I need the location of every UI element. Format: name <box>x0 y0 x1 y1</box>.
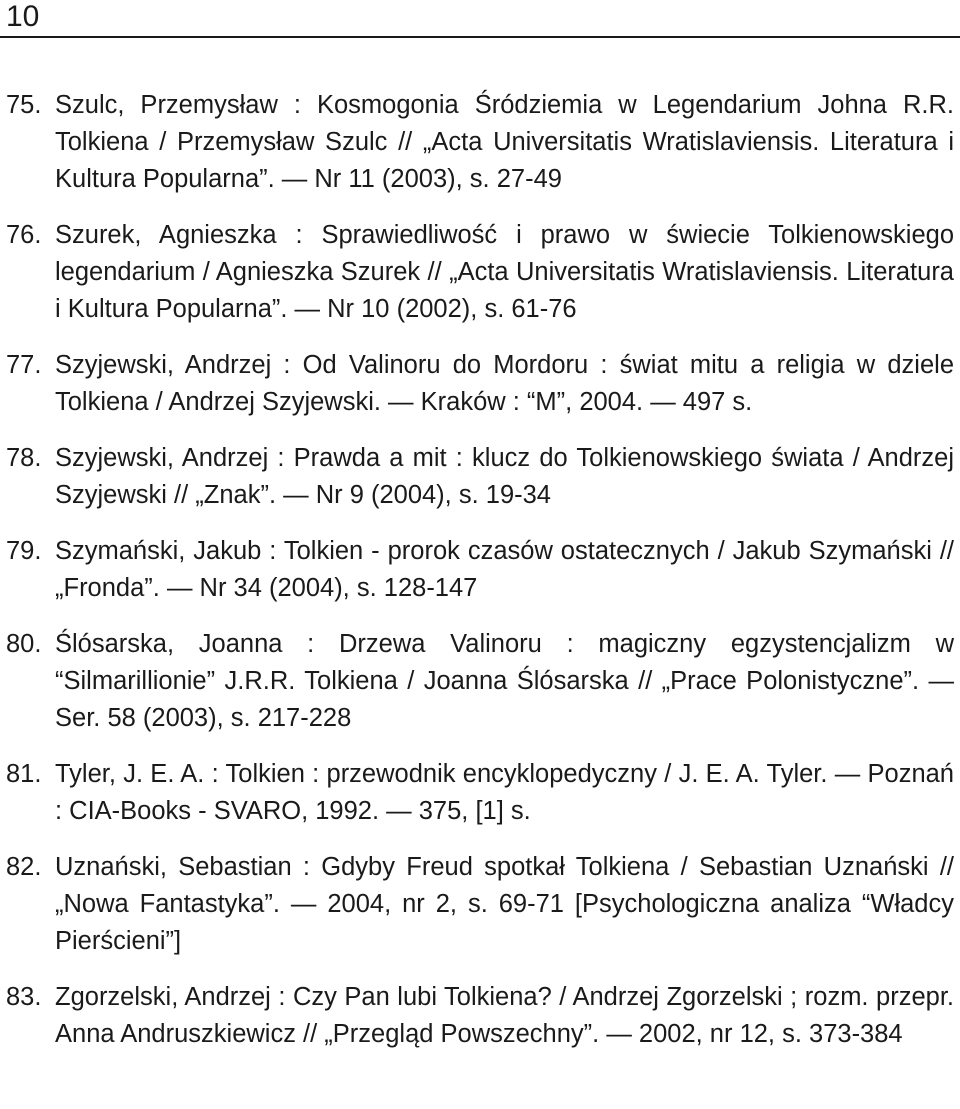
entry-number: 79. <box>6 537 42 565</box>
entry-text: Zgorzelski, Andrzej : Czy Pan lubi Tolkiena? / Andrzej Zgorzelski ; rozm. przepr. Anna Andruszkiewicz // „Przegląd Powszechny”. — 2002, nr 12, s. 373-384 <box>55 983 954 1048</box>
bibliography-entry <box>6 217 954 328</box>
entry-number: 78. <box>6 444 42 472</box>
entry-text: Szymański, Jakub : Tolkien - prorok czasów ostatecznych / Jakub Szymański // „Fronda”. — Nr 34 (2004), s. 128-147 <box>55 537 954 602</box>
entry-number: 83. <box>6 983 42 1011</box>
bibliography-entry <box>6 626 954 737</box>
bibliography-entry <box>6 849 954 960</box>
bibliography-entry <box>6 756 954 830</box>
entry-text: Szurek, Agnieszka : Sprawiedliwość i prawo w świecie Tolkienowskiego legendarium / Agnieszka Szurek // „Acta Universitatis Wratislaviensis. Literatura i Kultura Popularna”. — Nr 10 (2002), s. 61-76 <box>55 221 954 323</box>
entry-text: Ślósarska, Joanna : Drzewa Valinoru : magiczny egzystencjalizm w “Silmarillionie” J.R.R. Tolkiena / Joanna Ślósarska // „Prace Polonistyczne”. — Ser. 58 (2003), s. 217-228 <box>55 630 954 732</box>
bibliography-entry <box>6 533 954 607</box>
entry-number: 80. <box>6 630 42 658</box>
entry-number: 77. <box>6 351 42 379</box>
entry-number: 81. <box>6 760 42 788</box>
entry-number: 82. <box>6 853 42 881</box>
bibliography-entry <box>6 440 954 514</box>
bibliography-entry <box>6 87 954 198</box>
entry-number: 76. <box>6 221 42 249</box>
bibliography-list <box>6 87 954 1072</box>
entry-text: Uznański, Sebastian : Gdyby Freud spotkał Tolkiena / Sebastian Uznański // „Nowa Fantastyka”. — 2004, nr 2, s. 69-71 [Psychologiczna analiza “Władcy Pierścieni”] <box>55 853 954 955</box>
header-rule <box>0 36 960 38</box>
page-number: 10 <box>6 0 40 33</box>
bibliography-entry <box>6 347 954 421</box>
entry-text: Szulc, Przemysław : Kosmogonia Śródziemia w Legendarium Johna R.R. Tolkiena / Przemysław Szulc // „Acta Universitatis Wratislaviensis. Literatura i Kultura Popularna”. — Nr 11 (2003), s. 27-49 <box>55 91 954 193</box>
bibliography-entry <box>6 979 954 1053</box>
entry-text: Tyler, J. E. A. : Tolkien : przewodnik encyklopedyczny / J. E. A. Tyler. — Poznań : CIA-Books - SVARO, 1992. — 375, [1] s. <box>55 760 954 825</box>
entry-number: 75. <box>6 91 42 119</box>
entry-text: Szyjewski, Andrzej : Od Valinoru do Mordoru : świat mitu a religia w dziele Tolkiena / Andrzej Szyjewski. — Kraków : “M”, 2004. — 497 s. <box>55 351 954 416</box>
entry-text: Szyjewski, Andrzej : Prawda a mit : klucz do Tolkienowskiego świata / Andrzej Szyjewski // „Znak”. — Nr 9 (2004), s. 19-34 <box>55 444 954 509</box>
